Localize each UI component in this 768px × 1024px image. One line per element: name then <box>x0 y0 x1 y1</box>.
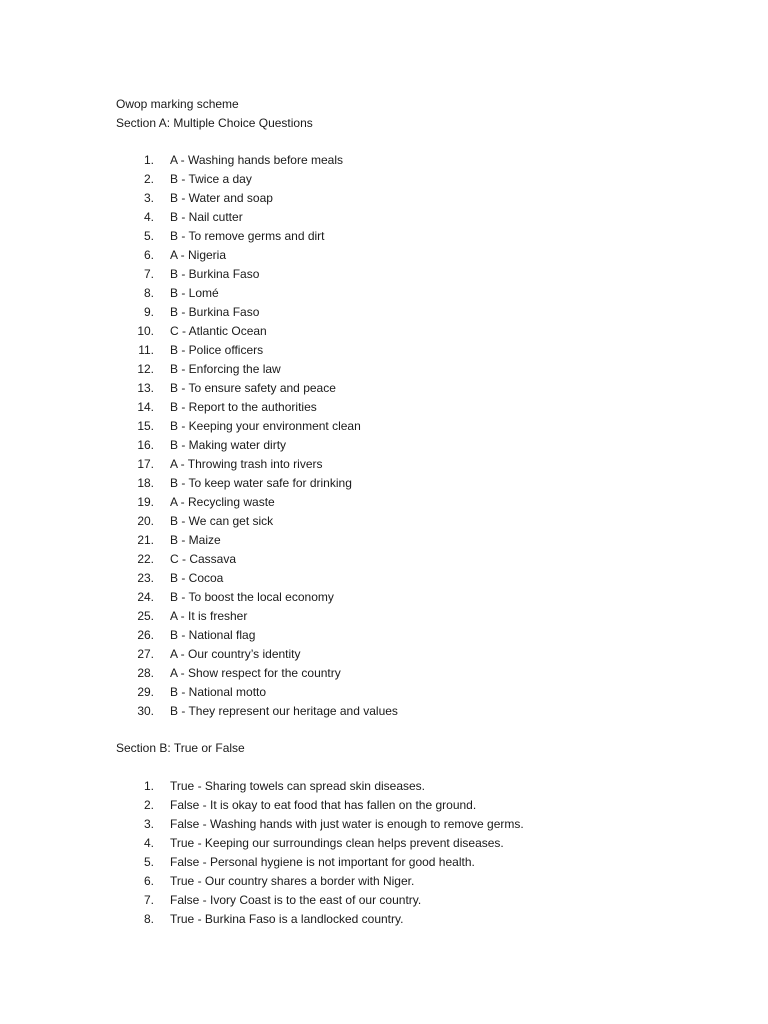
item-answer: A - Recycling waste <box>170 495 275 509</box>
item-answer: A - Show respect for the country <box>170 666 341 680</box>
item-number: 28. <box>137 666 154 680</box>
item-number: 8. <box>143 286 154 300</box>
item-answer: True - Our country shares a border with Niger. <box>170 874 415 888</box>
item-answer: B - Police officers <box>170 343 264 357</box>
item-number: 14. <box>137 400 154 414</box>
item-number: 26. <box>137 628 154 642</box>
item-answer: B - Enforcing the law <box>170 362 281 376</box>
item-number: 13. <box>137 381 154 395</box>
item-number: 25. <box>137 609 154 623</box>
item-number: 2. <box>143 798 154 812</box>
item-number: 22. <box>137 552 154 566</box>
item-number: 8. <box>143 912 154 926</box>
item-answer: True - Sharing towels can spread skin diseases. <box>170 779 426 793</box>
item-number: 17. <box>137 457 154 471</box>
item-number: 4. <box>143 210 154 224</box>
item-number: 5. <box>143 855 154 869</box>
item-answer: B - Burkina Faso <box>170 305 260 319</box>
item-answer: B - Making water dirty <box>170 438 287 452</box>
item-answer: True - Burkina Faso is a landlocked country. <box>170 912 404 926</box>
item-answer: False - Personal hygiene is not important for good health. <box>170 855 475 869</box>
item-number: 1. <box>143 779 154 793</box>
item-answer: B - Report to the authorities <box>170 400 317 414</box>
item-answer: B - To boost the local economy <box>170 590 334 604</box>
item-number: 10. <box>137 324 154 338</box>
item-answer: C - Cassava <box>170 552 237 566</box>
item-answer: B - National flag <box>170 628 256 642</box>
item-number: 6. <box>143 874 154 888</box>
item-answer: B - Maize <box>170 533 221 547</box>
item-answer: B - Water and soap <box>170 191 273 205</box>
item-answer: B - We can get sick <box>170 514 274 528</box>
item-number: 6. <box>143 248 154 262</box>
item-answer: A - It is fresher <box>170 609 248 623</box>
item-number: 16. <box>137 438 154 452</box>
item-number: 5. <box>143 229 154 243</box>
item-number: 9. <box>143 305 154 319</box>
item-answer: B - Lomé <box>170 286 219 300</box>
item-answer: C - Atlantic Ocean <box>170 324 267 338</box>
item-number: 2. <box>143 172 154 186</box>
section-b-heading: Section B: True or False <box>116 741 245 755</box>
item-number: 3. <box>143 191 154 205</box>
item-number: 24. <box>137 590 154 604</box>
item-answer: B - They represent our heritage and values <box>170 704 398 718</box>
item-answer: B - National motto <box>170 685 267 699</box>
item-answer: B - Keeping your environment clean <box>170 419 361 433</box>
item-answer: False - It is okay to eat food that has fallen on the ground. <box>170 798 477 812</box>
item-answer: B - Cocoa <box>170 571 224 585</box>
item-number: 3. <box>143 817 154 831</box>
item-answer: A - Washing hands before meals <box>170 153 343 167</box>
item-number: 23. <box>137 571 154 585</box>
item-number: 21. <box>137 533 154 547</box>
item-answer: False - Ivory Coast is to the east of our country. <box>170 893 422 907</box>
item-number: 15. <box>137 419 154 433</box>
item-answer: B - Twice a day <box>170 172 252 186</box>
item-number: 4. <box>143 836 154 850</box>
item-number: 29. <box>137 685 154 699</box>
item-number: 20. <box>137 514 154 528</box>
item-answer: B - To remove germs and dirt <box>170 229 325 243</box>
item-number: 27. <box>137 647 154 661</box>
item-number: 7. <box>143 267 154 281</box>
item-number: 11. <box>138 343 154 357</box>
item-number: 1. <box>143 153 154 167</box>
item-number: 12. <box>137 362 154 376</box>
item-answer: A - Our country’s identity <box>170 647 301 661</box>
item-answer: B - Burkina Faso <box>170 267 260 281</box>
item-answer: A - Throwing trash into rivers <box>170 457 323 471</box>
item-answer: B - Nail cutter <box>170 210 243 224</box>
section-a-heading: Section A: Multiple Choice Questions <box>116 116 313 130</box>
document-title: Owop marking scheme <box>116 97 239 111</box>
item-answer: False - Washing hands with just water is enough to remove germs. <box>170 817 524 831</box>
item-number: 7. <box>143 893 154 907</box>
item-number: 30. <box>137 704 154 718</box>
item-number: 18. <box>137 476 154 490</box>
item-number: 19. <box>137 495 154 509</box>
item-answer: True - Keeping our surroundings clean helps prevent diseases. <box>170 836 504 850</box>
item-answer: B - To keep water safe for drinking <box>170 476 352 490</box>
item-answer: B - To ensure safety and peace <box>170 381 336 395</box>
item-answer: A - Nigeria <box>170 248 227 262</box>
